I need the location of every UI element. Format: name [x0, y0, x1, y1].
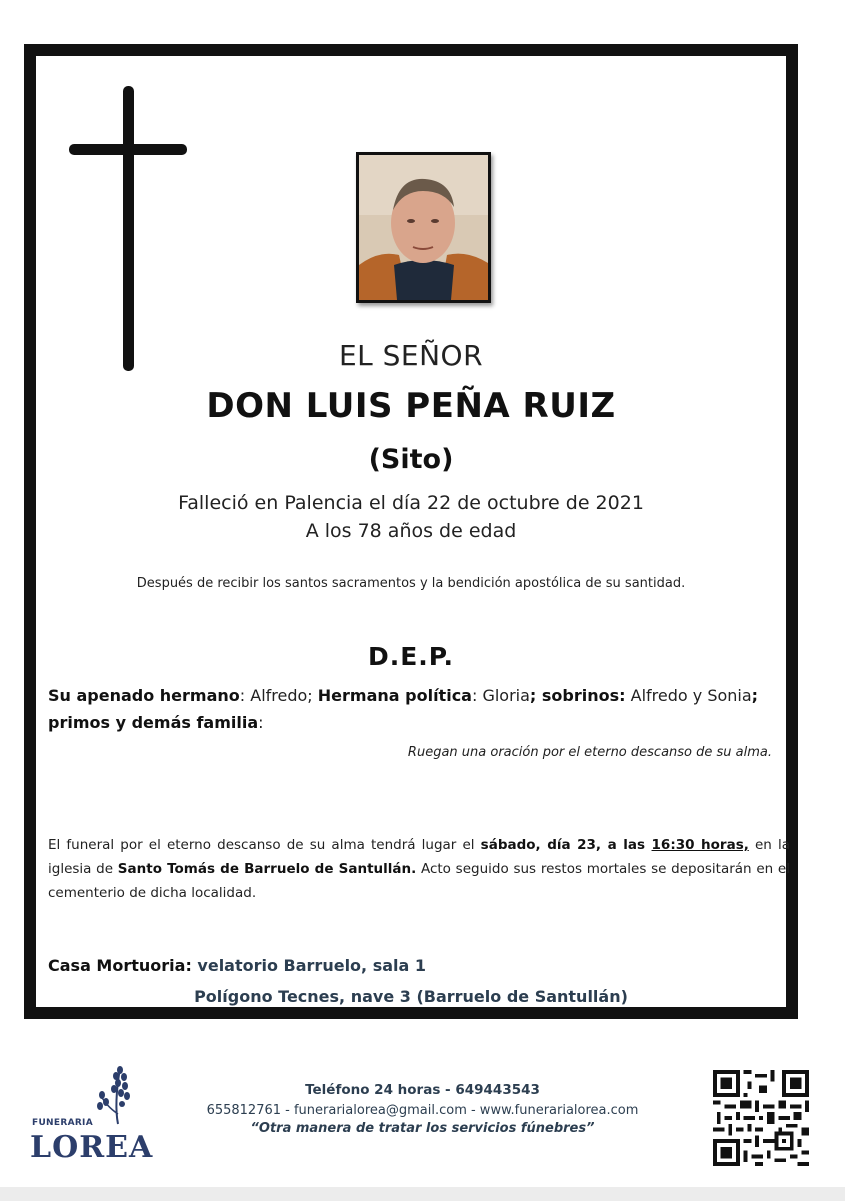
separator: :: [258, 713, 264, 732]
mortuary-value: velatorio Barruelo, sala 1: [197, 956, 426, 975]
cross-icon: [69, 86, 187, 371]
funeral-day: sábado, día 23, a las: [480, 837, 652, 853]
separator: :: [471, 686, 483, 705]
brand-label-small: FUNERARIA: [32, 1118, 93, 1128]
family-paragraph: [48, 682, 778, 736]
brother-label: Su apenado hermano: [48, 686, 240, 705]
brand-label-big: LOREA: [30, 1130, 154, 1165]
phone-24h: Teléfono 24 horas - 649443543: [305, 1082, 540, 1098]
church-name: Santo Tomás de Barruelo de Santullán.: [117, 861, 417, 877]
funeral-paragraph: [48, 833, 790, 905]
separator: :: [185, 956, 198, 975]
church-prefix: en la iglesia de: [48, 837, 790, 877]
death-line: Falleció en Palencia el día 22 de octubre de 2021: [178, 492, 644, 514]
prayer-request: Ruegan una oración por el eterno descanso de su alma.: [407, 745, 772, 760]
nephews-label: sobrinos:: [541, 686, 626, 705]
separator: ;: [751, 686, 759, 705]
mortuary-line: [48, 956, 426, 975]
nephews-value: Alfredo y Sonia: [625, 686, 752, 705]
funeral-time: 16:30 horas,: [651, 837, 749, 853]
deceased-name: DON LUIS PEÑA RUIZ: [206, 386, 616, 426]
sister-value: Gloria: [482, 686, 530, 705]
separator: :: [239, 686, 251, 705]
mortuary-address: Polígono Tecnes, nave 3 (Barruelo de Santullán): [194, 987, 628, 1006]
dep-heading: D.E.P.: [367, 642, 455, 671]
separator: ;: [529, 686, 542, 705]
age-line: A los 78 años de edad: [305, 520, 517, 542]
funeral-intro: El funeral por el eterno descanso de su alma tendrá lugar el: [48, 837, 481, 853]
nickname: (Sito): [368, 444, 454, 475]
lavender-sprig-icon: [92, 1064, 140, 1126]
honorific-title: EL SEÑOR: [338, 339, 484, 372]
page-bottom-strip: [0, 1187, 845, 1201]
portrait-photo: [356, 152, 491, 303]
funeraria-logo: [30, 1064, 154, 1169]
qr-code[interactable]: [713, 1070, 809, 1166]
funeral-closing: Acto seguido sus restos mortales se depositarán en el cementerio de dicha localidad.: [48, 861, 790, 901]
cousins-label: primos y demás familia: [48, 713, 259, 732]
sister-label: Hermana política: [317, 686, 472, 705]
contact-block: [150, 1082, 695, 1136]
slogan: “Otra manera de tratar los servicios fúnebres”: [250, 1121, 595, 1136]
sacraments-line: Después de recibir los santos sacramentos y la bendición apostólica de su santidad.: [136, 576, 686, 591]
obituary-frame: [24, 44, 798, 1019]
brother-value: Alfredo;: [250, 686, 318, 705]
mortuary-label: Casa Mortuoria: [48, 956, 186, 975]
contact-details[interactable]: 655812761 - funerarialorea@gmail.com - www.funerarialorea.com: [206, 1103, 639, 1118]
